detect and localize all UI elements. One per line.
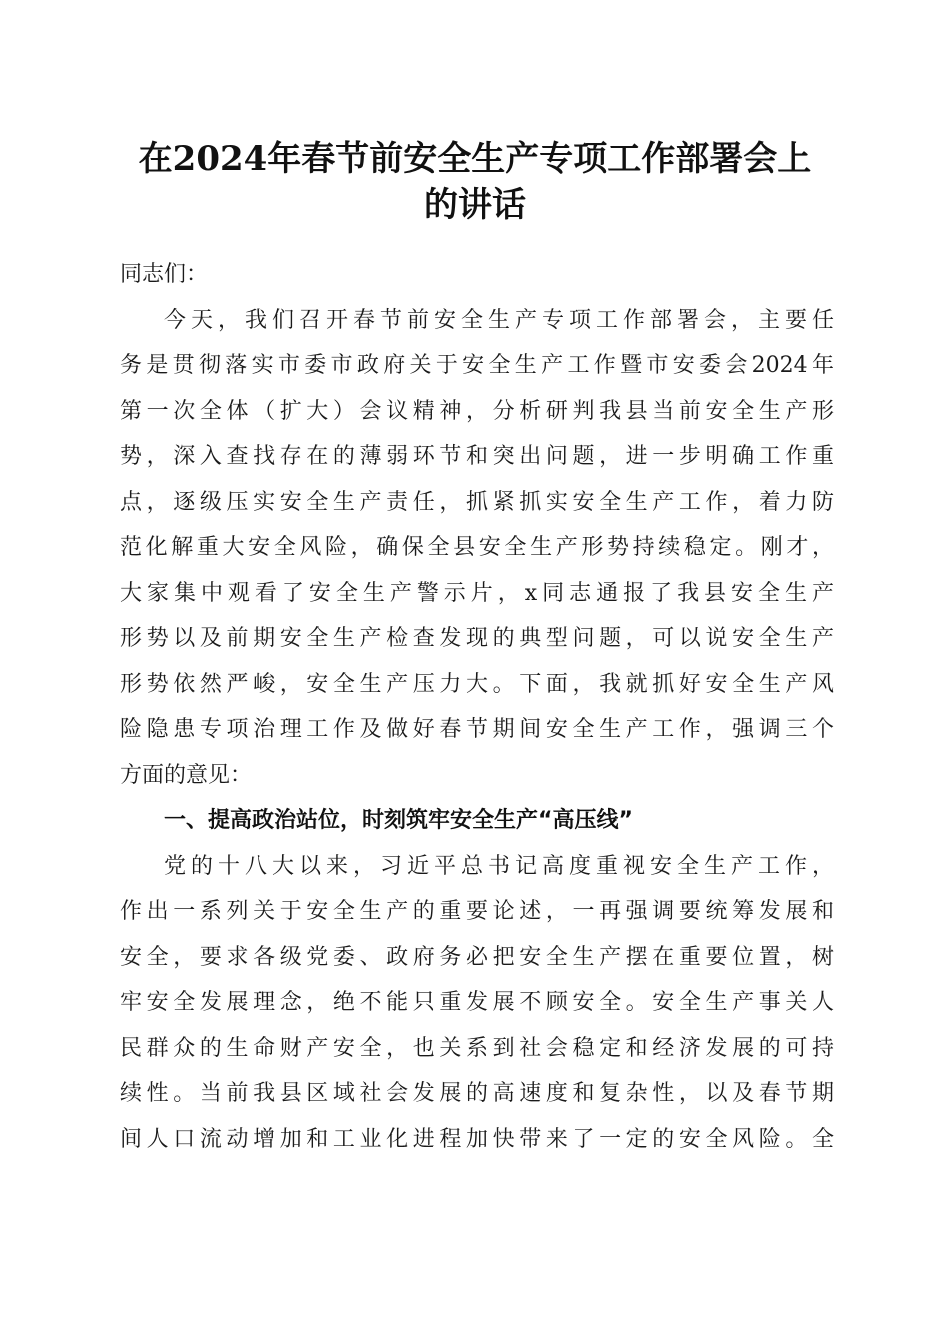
text-line: 党的十八大以来，习近平总书记高度重视安全生产工作， xyxy=(164,853,834,879)
title-line: 的讲话 xyxy=(424,185,526,225)
text-line: 势，深入查找存在的薄弱环节和突出问题，进一步明确工作重 xyxy=(120,444,834,469)
text-line: 形势依然严峻，安全生产压力大。下面，我就抓好安全生产风 xyxy=(120,671,834,697)
salutation: 同志们： xyxy=(120,262,209,287)
document-body xyxy=(120,252,834,1162)
text-line: 牢安全发展理念，绝不能只重发展不顾安全。安全生产事关人 xyxy=(120,990,834,1015)
section-heading: 一、提高政治站位，时刻筑牢安全生产“高压线” xyxy=(164,808,633,833)
document-title xyxy=(100,136,850,228)
text-line: 安全，要求各级党委、政府务必把安全生产摆在重要位置，树 xyxy=(120,944,834,970)
paragraph-1 xyxy=(120,298,834,799)
text-line: 点，逐级压实安全生产责任，抓紧抓实安全生产工作，着力防 xyxy=(120,489,834,515)
text-line: 民群众的生命财产安全，也关系到社会稳定和经济发展的可持 xyxy=(120,1035,834,1061)
paragraph-2 xyxy=(120,844,834,1163)
text-line: 形势以及前期安全生产检查发现的典型问题，可以说安全生产 xyxy=(120,626,834,651)
text-line: 范化解重大安全风险，确保全县安全生产形势持续稳定。刚才， xyxy=(120,535,834,560)
text-line: 方面的意见： xyxy=(120,762,253,788)
text-line: 大家集中观看了安全生产警示片，x同志通报了我县安全生产 xyxy=(120,580,834,606)
text-line: 务是贯彻落实市委市政府关于安全生产工作暨市安委会2024年 xyxy=(120,353,834,378)
text-line: 作出一系列关于安全生产的重要论述，一再强调要统筹发展和 xyxy=(120,899,834,924)
text-line: 今天，我们召开春节前安全生产专项工作部署会，主要任 xyxy=(164,307,834,333)
text-line: 间人口流动增加和工业化进程加快带来了一定的安全风险。全 xyxy=(120,1126,834,1152)
text-line: 险隐患专项治理工作及做好春节期间安全生产工作，强调三个 xyxy=(120,717,834,742)
title-line: 在2024年春节前安全生产专项工作部署会上 xyxy=(138,139,812,179)
text-line: 续性。当前我县区域社会发展的高速度和复杂性，以及春节期 xyxy=(120,1081,834,1106)
text-line: 第一次全体（扩大）会议精神，分析研判我县当前安全生产形 xyxy=(120,398,834,424)
